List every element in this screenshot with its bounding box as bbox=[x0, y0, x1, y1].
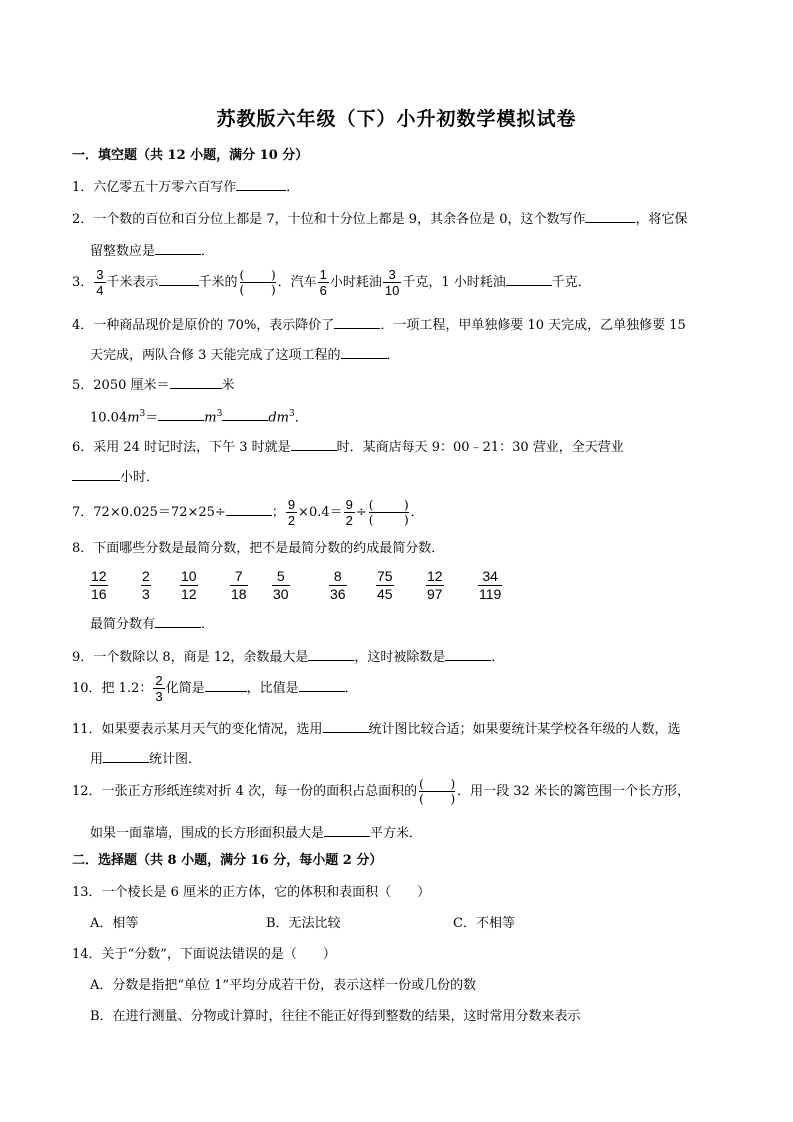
q2-text-cont: ，将它保 bbox=[635, 212, 688, 227]
fraction-9-2: $\frac{9}{2}$ bbox=[287, 497, 296, 528]
q3-text-4: 小时耗油 bbox=[329, 275, 382, 290]
q3-number: 3． bbox=[72, 275, 94, 290]
question-11 bbox=[72, 718, 681, 739]
option-13-a[interactable]: A．相等 bbox=[90, 916, 139, 931]
q7-divide: ÷ bbox=[355, 505, 367, 520]
q2-text-round: 留整数应是 bbox=[90, 244, 156, 259]
q1-end: ． bbox=[286, 180, 300, 195]
answer-blank[interactable] bbox=[506, 271, 552, 286]
question-2-line2 bbox=[90, 240, 214, 261]
question-13: 13．一个棱长是 6 厘米的正方体，它的体积和表面积（ ） bbox=[72, 885, 431, 900]
q9-text-2: ，这时被除数是 bbox=[354, 650, 446, 665]
fraction-item: 8 36 bbox=[330, 568, 346, 602]
paren-fraction-blank[interactable] bbox=[369, 498, 409, 527]
q11-text-2: 统计图比较合适；如果要统计某学校各年级的人数，选 bbox=[368, 722, 681, 737]
answer-blank[interactable] bbox=[334, 314, 380, 329]
unit-exp: 3 bbox=[139, 409, 146, 419]
fraction-item: 10 12 bbox=[181, 568, 197, 602]
q3-text: 千米表示 bbox=[106, 275, 159, 290]
q3-text-3: ．汽车 bbox=[277, 275, 317, 290]
paren-den: ( ) bbox=[368, 513, 409, 527]
fraction-2-3: $\frac{2}{3}$ bbox=[155, 673, 163, 704]
fraction-3-4: $\frac{3}{4}$ bbox=[96, 267, 104, 298]
q11-text-3: 用 bbox=[90, 752, 104, 767]
q12-end: 平方米． bbox=[370, 826, 423, 841]
fraction-9-2: $\frac{9}{2}$ bbox=[345, 497, 353, 528]
answer-blank[interactable] bbox=[170, 374, 222, 389]
answer-blank[interactable] bbox=[341, 344, 387, 359]
q11-text: 11．如果要表示某月天气的变化情况，选用 bbox=[72, 722, 323, 737]
fraction-item: 2 3 bbox=[142, 568, 150, 602]
answer-blank[interactable] bbox=[155, 240, 201, 255]
question-9 bbox=[72, 646, 504, 667]
q7-end: ． bbox=[410, 505, 424, 520]
question-3 bbox=[72, 266, 591, 300]
fraction-item: 7 18 bbox=[231, 568, 247, 602]
q5-text: 5．2050 厘米＝ bbox=[72, 378, 170, 393]
answer-blank[interactable] bbox=[324, 822, 370, 837]
question-8: 8．下面哪些分数是最简分数，把不是最简分数的约成最简分数． bbox=[72, 541, 445, 556]
q2-end: ． bbox=[201, 244, 215, 259]
q4-text: 4．一种商品现价是原价的 70%，表示降价了 bbox=[72, 318, 335, 333]
question-5-line2 bbox=[90, 405, 308, 427]
question-4 bbox=[72, 314, 686, 335]
answer-blank[interactable] bbox=[159, 271, 199, 286]
fraction-item: 75 45 bbox=[377, 568, 393, 602]
fraction-item: 5 30 bbox=[273, 568, 289, 602]
answer-blank[interactable] bbox=[222, 406, 268, 421]
q7-text: 7．72×0.025＝72×25÷ bbox=[72, 505, 226, 520]
paren-fraction-blank[interactable] bbox=[240, 268, 276, 297]
q7-text-2: ×0.4＝ bbox=[298, 505, 343, 520]
fraction-item: 34 119 bbox=[479, 568, 502, 602]
question-14: 14．关于“分数”，下面说法错误的是（ ） bbox=[72, 947, 336, 962]
question-6-line2 bbox=[72, 466, 159, 487]
q6-text-cont: 时．某商店每天 9：00﹣21：30 营业，全天营业 bbox=[336, 440, 624, 455]
q4-text-2: 天完成，两队合修 3 天能完成了这项工程的 bbox=[90, 348, 341, 363]
q3-end: 千克． bbox=[551, 275, 591, 290]
q10-text: 10．把 1.2： bbox=[72, 681, 153, 696]
question-10 bbox=[72, 672, 358, 706]
answer-blank[interactable] bbox=[72, 466, 120, 481]
paren-num: ( ) bbox=[368, 498, 409, 512]
q6-text: 6．采用 24 时记时法，下午 3 时就是 bbox=[72, 440, 291, 455]
answer-blank[interactable] bbox=[308, 646, 354, 661]
question-4-line2 bbox=[90, 344, 400, 365]
fraction-1-6: $\frac{1}{6}$ bbox=[319, 267, 327, 298]
q5-unit: 米 bbox=[221, 378, 235, 393]
q10-text-3: ，比值是 bbox=[246, 681, 299, 696]
q3-text-5: 千克，1 小时耗油 bbox=[402, 275, 506, 290]
q10-text-2: 化简是 bbox=[165, 681, 205, 696]
q12-text-3: 如果一面靠墙，围成的长方形面积最大是 bbox=[90, 826, 325, 841]
unit-dm: dm bbox=[268, 410, 290, 426]
option-14-b[interactable]: B．在进行测量、分物或计算时，往往不能正好得到整数的结果，这时常用分数来表示 bbox=[90, 1009, 581, 1024]
page-title: 苏教版六年级（下）小升初数学模拟试卷 bbox=[216, 108, 577, 130]
answer-blank[interactable] bbox=[205, 677, 247, 692]
unit-m: m bbox=[204, 410, 217, 426]
answer-blank[interactable] bbox=[291, 436, 337, 451]
question-11-line2 bbox=[90, 748, 201, 769]
question-12-line2 bbox=[90, 822, 422, 843]
q6-end: 小时． bbox=[120, 470, 160, 485]
q8-text: 最简分数有 bbox=[90, 617, 156, 632]
q12-text-2: ．用一段 32 米长的篱笆围一个长方形， bbox=[457, 784, 690, 799]
q9-end: ． bbox=[491, 650, 505, 665]
paren-num: ( ) bbox=[419, 777, 456, 791]
paren-den: ( ) bbox=[419, 792, 456, 806]
q1-text: 1．六亿零五十万零六百写作 bbox=[72, 180, 237, 195]
question-1 bbox=[72, 176, 299, 197]
question-12 bbox=[72, 774, 690, 810]
fraction-item: 12 16 bbox=[91, 568, 107, 602]
question-8-answer bbox=[90, 613, 214, 634]
question-6 bbox=[72, 436, 624, 457]
q11-end: 统计图． bbox=[149, 752, 202, 767]
q10-end: ． bbox=[344, 681, 358, 696]
q2-text: 2．一个数的百位和百分位上都是 7，十位和十分位上都是 9，其余各位是 0，这个数写作 bbox=[72, 212, 586, 227]
answer-blank[interactable] bbox=[445, 646, 491, 661]
unit-exp: 3 bbox=[289, 409, 295, 419]
paren-num: ( ) bbox=[239, 268, 276, 282]
q5-end: ． bbox=[294, 410, 308, 426]
fraction-3-10: $\frac{3}{10}$ bbox=[384, 267, 400, 298]
unit-exp: 3 bbox=[216, 409, 223, 419]
option-14-a[interactable]: A．分数是指把“单位 1”平均分成若干份，表示这样一份或几份的数 bbox=[90, 978, 477, 993]
answer-blank[interactable] bbox=[103, 748, 149, 763]
unit-m: m bbox=[127, 410, 140, 426]
section-heading-choice: 二．选择题（共 8 小题，满分 16 分，每小题 2 分） bbox=[72, 853, 383, 868]
option-13-b[interactable]: B．无法比较 bbox=[266, 916, 341, 931]
q12-text: 12．一张正方形纸连续对折 4 次，每一份的面积占总面积的 bbox=[72, 784, 418, 799]
q5-value: 10.04 bbox=[90, 410, 128, 426]
section-heading-fill-blank: 一．填空题（共 12 小题，满分 10 分） bbox=[72, 148, 309, 163]
q5-equals: ＝ bbox=[145, 410, 159, 426]
option-13-c[interactable]: C．不相等 bbox=[453, 916, 515, 931]
q9-text: 9．一个数除以 8，商是 12，余数最大是 bbox=[72, 650, 309, 665]
paren-fraction-blank[interactable] bbox=[419, 777, 455, 806]
paren-den: ( ) bbox=[239, 283, 276, 297]
q8-end: ． bbox=[201, 617, 215, 632]
q7-sep: ； bbox=[271, 505, 285, 520]
answer-blank[interactable] bbox=[158, 406, 204, 421]
question-2 bbox=[72, 208, 688, 229]
answer-blank[interactable] bbox=[226, 501, 272, 516]
answer-blank[interactable] bbox=[299, 677, 345, 692]
question-7 bbox=[72, 496, 424, 530]
q4-text-cont: ．一项工程，甲单独修要 10 天完成，乙单独修要 15 bbox=[380, 318, 686, 333]
answer-blank[interactable] bbox=[585, 208, 635, 223]
q4-end: ． bbox=[386, 348, 400, 363]
answer-blank[interactable] bbox=[236, 176, 286, 191]
question-5 bbox=[72, 374, 235, 395]
answer-blank[interactable] bbox=[155, 613, 201, 628]
q3-text-2: 千米的 bbox=[198, 275, 238, 290]
answer-blank[interactable] bbox=[323, 718, 369, 733]
fraction-item: 12 97 bbox=[427, 568, 443, 602]
